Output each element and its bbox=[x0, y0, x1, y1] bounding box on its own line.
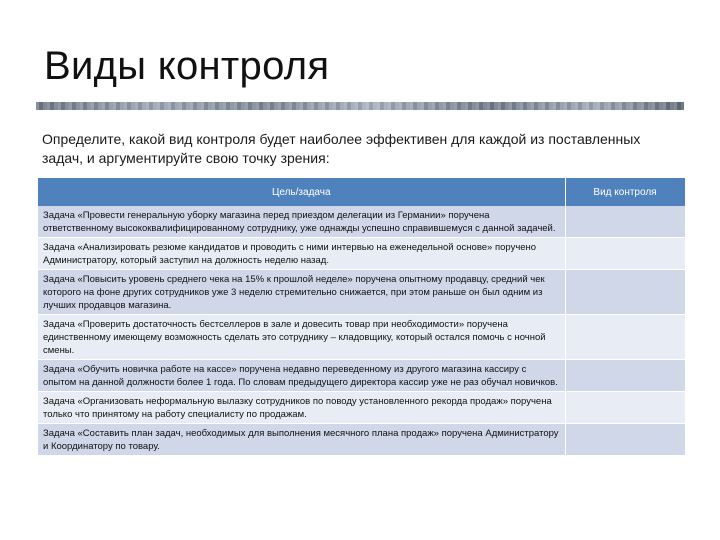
table-row bbox=[38, 360, 685, 392]
table-row bbox=[38, 315, 685, 360]
slide-title: Виды контроля bbox=[44, 44, 330, 88]
control-cell[interactable] bbox=[565, 360, 685, 392]
table-row bbox=[38, 270, 685, 315]
header-control-type: Вид контроля bbox=[565, 178, 685, 206]
control-cell[interactable] bbox=[565, 315, 685, 360]
table-row bbox=[38, 424, 685, 456]
table-header-row bbox=[38, 178, 685, 206]
table-row bbox=[38, 206, 685, 238]
table-row bbox=[38, 238, 685, 270]
header-goal-task: Цель/задача bbox=[38, 178, 565, 206]
control-cell[interactable] bbox=[565, 270, 685, 315]
task-cell: Задача «Организовать неформальную вылазку сотрудников по поводу установленного рекорда продаж» поручена только что принятому на работу специалисту по продажам. bbox=[38, 392, 565, 424]
control-cell[interactable] bbox=[565, 392, 685, 424]
control-cell[interactable] bbox=[565, 424, 685, 456]
task-cell: Задача «Анализировать резюме кандидатов и проводить с ними интервью на еженедельной основе» поручено Администратору, который заступил на должность неделю назад. bbox=[38, 238, 565, 270]
control-cell[interactable] bbox=[565, 238, 685, 270]
tasks-table bbox=[38, 178, 686, 456]
task-cell: Задача «Провести генеральную уборку магазина перед приездом делегации из Германии» поручена ответственному высококвалифицированному сотруднику, уже однажды успешно справившемуся с данной задачей. bbox=[38, 206, 565, 238]
task-cell: Задача «Обучить новичка работе на кассе» поручена недавно переведенному из другого магазина кассиру с опытом на данной должности более 1 года. По словам предыдущего директора кассир уже не раз обучал новичков. bbox=[38, 360, 565, 392]
control-cell[interactable] bbox=[565, 206, 685, 238]
task-cell: Задача «Проверить достаточность бестселлеров в зале и довесить товар при необходимости» поручена единственному имеющему возможность сделать это сотруднику – кладовщику, который остался помочь с ночной смены. bbox=[38, 315, 565, 360]
table-row bbox=[38, 392, 685, 424]
title-underline-bar bbox=[36, 102, 684, 110]
intro-text: Определите, какой вид контроля будет наиболее эффективен для каждой из поставленных задач, и аргументируйте свою точку зрения: bbox=[42, 131, 641, 166]
task-cell: Задача «Повысить уровень среднего чека на 15% к прошлой неделе» поручена опытному продавцу, средний чек которого на фоне других сотрудников уже 3 неделю стремительно снижается, при этом раньше он был одним из лучших продавцов магазина. bbox=[38, 270, 565, 315]
task-cell: Задача «Составить план задач, необходимых для выполнения месячного плана продаж» поручена Администратору и Координатору по товару. bbox=[38, 424, 565, 456]
